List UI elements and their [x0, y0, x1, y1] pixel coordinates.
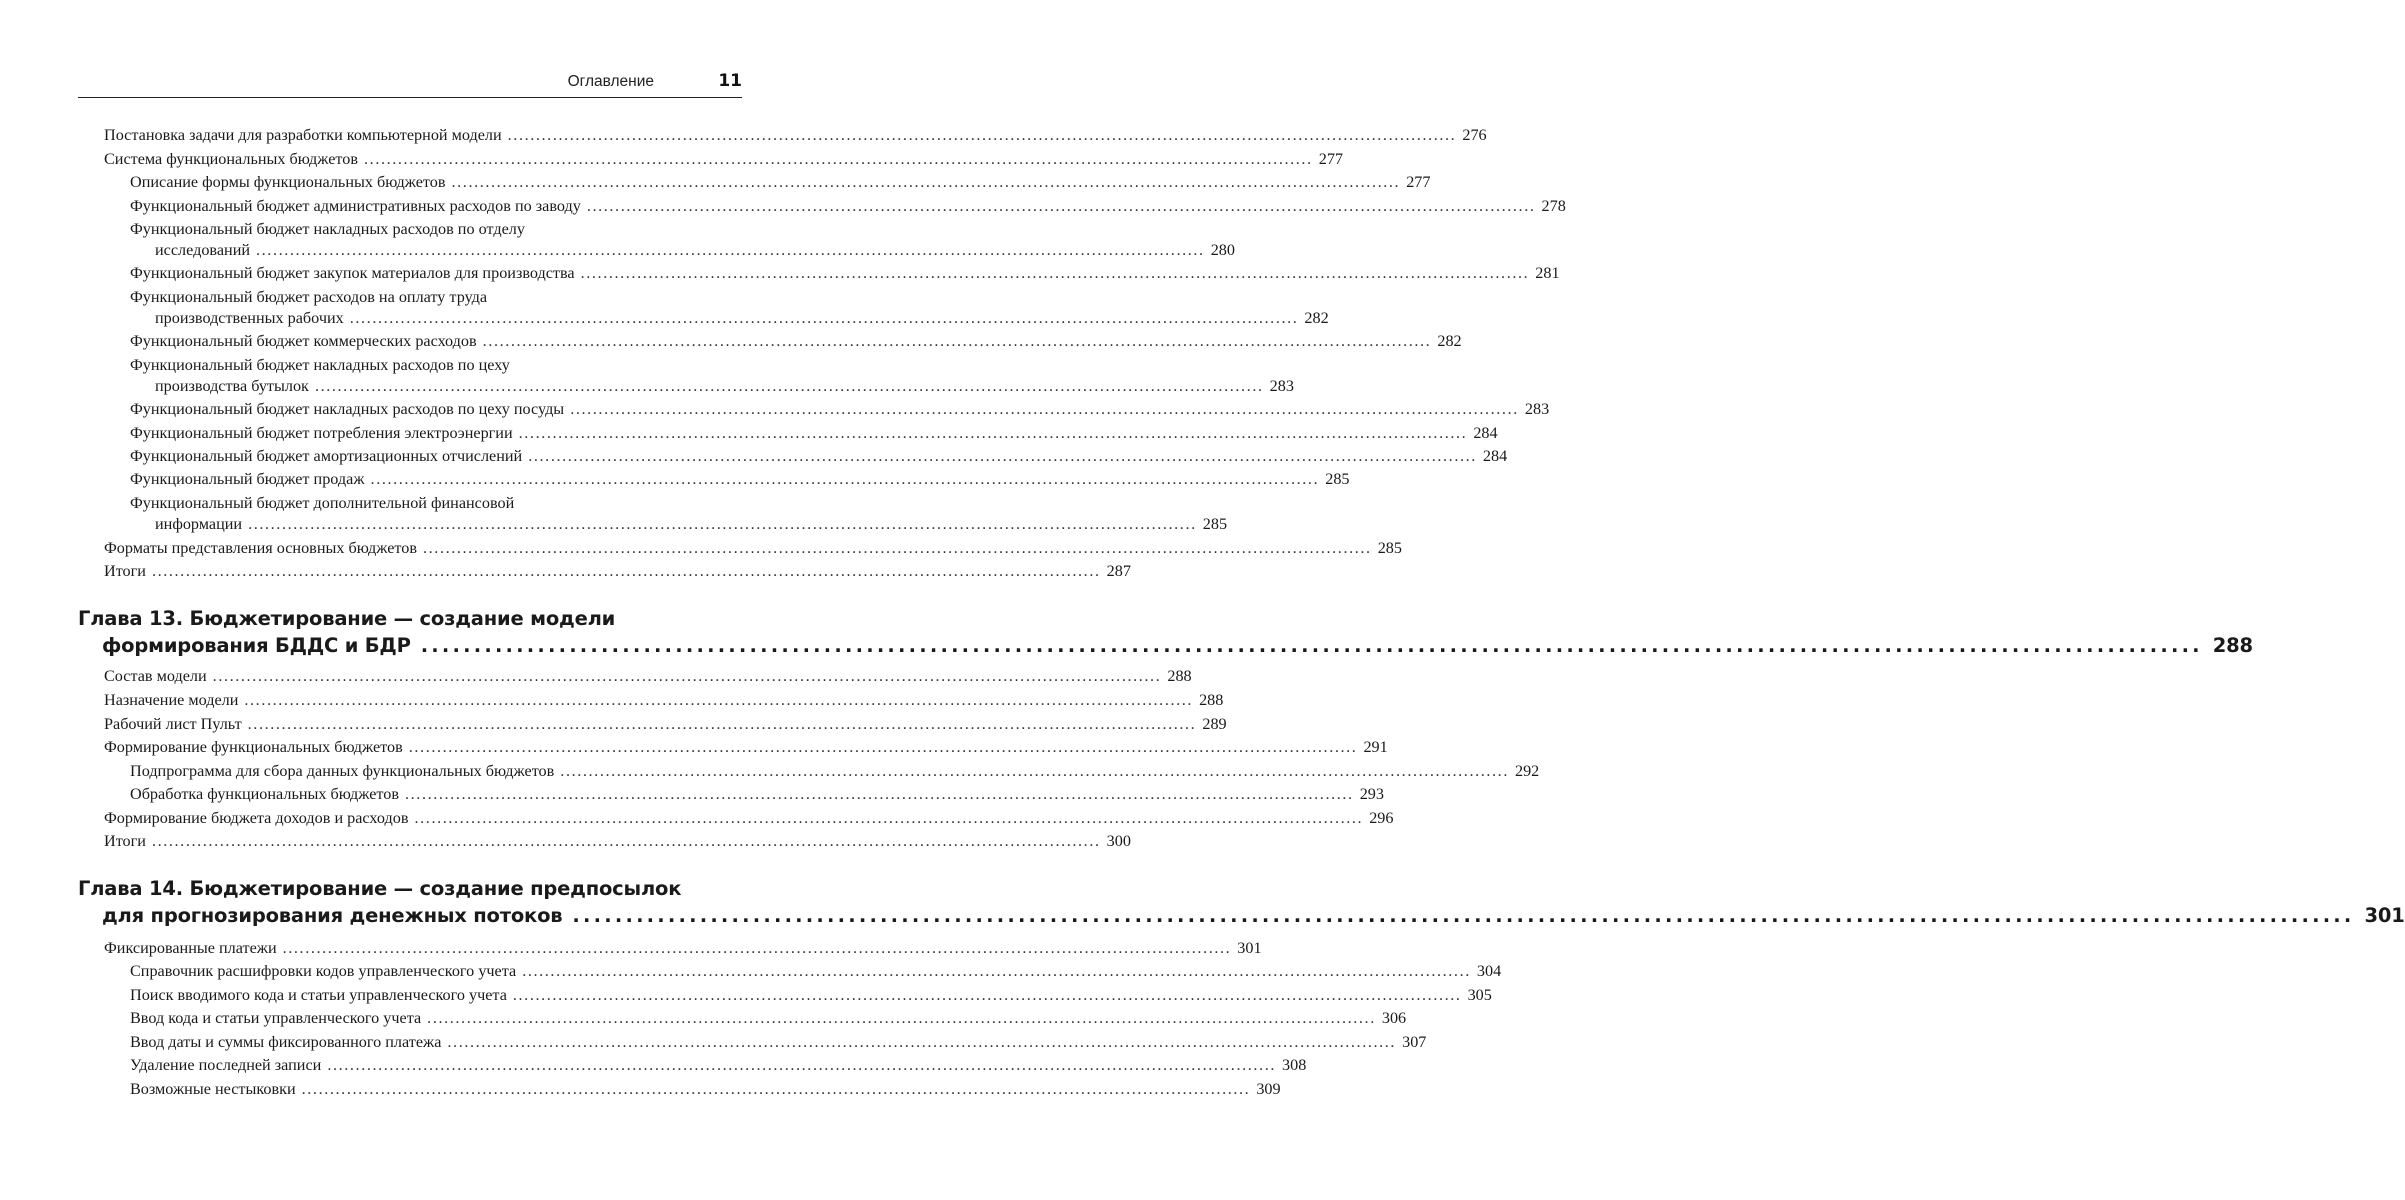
toc-entry-page: 276 — [1462, 126, 1487, 144]
toc-entry-title: Функциональный бюджет административных расходов по заводу — [130, 197, 581, 215]
toc-subentry[interactable] — [130, 172, 1431, 192]
toc-leader-dots: ........................................................................................................................................................................ — [518, 424, 1468, 442]
toc-subentry-line1[interactable]: Функциональный бюджет дополнительной финансовой — [130, 494, 515, 512]
toc-leader-dots: ........................................................................................................................................................................ — [570, 400, 1519, 418]
toc-leader-dots: ........................................................................................................................................................................ — [586, 197, 1536, 215]
toc-leader-dots: ........................................................................................................................................................................ — [580, 264, 1530, 282]
toc-entry-page: 293 — [1359, 785, 1384, 803]
toc-subentry-line1[interactable]: Функциональный бюджет накладных расходов по цеху — [130, 356, 510, 374]
toc-entry[interactable] — [104, 149, 1343, 169]
toc-leader-dots: ........................................................................................................................................................................ — [151, 832, 1101, 850]
toc-entry-page: 281 — [1535, 264, 1560, 282]
toc-entry-title: Возможные нестыковки — [130, 1080, 296, 1098]
toc-leader-dots: ........................................................................................................................................................................ — [414, 809, 1364, 827]
toc-leader-dots: ........................................................................................................................................................................ — [256, 241, 1205, 259]
toc-entry[interactable] — [104, 808, 1394, 828]
toc-entry-title: Состав модели — [104, 667, 207, 685]
toc-leader-dots: ........................................................................................................................................................................ — [151, 562, 1101, 580]
toc-entry[interactable] — [104, 125, 1487, 145]
toc-entry-title: Функциональный бюджет накладных расходов по цеху посуды — [130, 400, 565, 418]
header-title: Оглавление — [567, 73, 654, 90]
toc-entry-page: 304 — [1476, 962, 1502, 980]
toc-entry-title: Формирование функциональных бюджетов — [104, 738, 403, 756]
toc-subentry[interactable] — [130, 761, 1540, 781]
toc-leader-dots: ........................................................................................................................................................................ — [314, 377, 1264, 395]
toc-entry-page: 280 — [1210, 241, 1235, 259]
toc-leader-dots: ........................................................................................................................................................................ — [482, 332, 1432, 350]
toc-entry-page: 282 — [1304, 309, 1329, 327]
toc-subentry-continuation[interactable] — [155, 514, 1228, 534]
toc-leader-dots: ........................................................................................................................................................................ — [364, 150, 1313, 168]
toc-entry-title: Форматы представления основных бюджетов — [104, 539, 417, 557]
toc-entry-page: 289 — [1202, 715, 1227, 733]
toc-entry-page: 284 — [1473, 424, 1498, 442]
header-page-number: 11 — [718, 71, 742, 91]
toc-entry[interactable] — [104, 538, 1402, 558]
chapter-14-heading[interactable]: Глава 14. Бюджетирование — создание предпосылок — [78, 877, 682, 900]
toc-entry-title: Итоги — [104, 562, 146, 580]
toc-leader-dots: ........................................................................................................................................................................ — [451, 173, 1401, 191]
toc-subentry[interactable] — [130, 1055, 1307, 1075]
toc-subentry-continuation[interactable] — [155, 240, 1235, 260]
chapter-title-continuation: формирования БДДС и БДР — [102, 634, 411, 657]
toc-entry-page: 301 — [1237, 939, 1262, 957]
toc-leader-dots: ........................................................................................................................................................................ — [522, 962, 1471, 980]
toc-entry-page: 296 — [1369, 809, 1394, 827]
toc-entry[interactable] — [104, 737, 1388, 757]
toc-subentry[interactable] — [130, 446, 1508, 466]
toc-subentry[interactable] — [130, 1032, 1427, 1052]
toc-subentry[interactable] — [130, 331, 1462, 351]
toc-subentry[interactable] — [130, 423, 1498, 443]
toc-entry-title: Функциональный бюджет коммерческих расходов — [130, 332, 477, 350]
toc-entry-page: 300 — [1106, 832, 1131, 850]
toc-entry-page: 291 — [1363, 738, 1388, 756]
toc-entry-title: Функциональный бюджет закупок материалов для производства — [130, 264, 575, 282]
toc-subentry-line1[interactable]: Функциональный бюджет накладных расходов по отделу — [130, 220, 525, 238]
toc-entry-page: 292 — [1514, 762, 1540, 780]
chapter-page: 301 — [2364, 904, 2405, 927]
toc-entry-title: исследований — [155, 241, 251, 259]
toc-leader-dots: ........................................................................................................................................................................ — [301, 1080, 1251, 1098]
toc-subentry[interactable] — [130, 263, 1560, 283]
toc-subentry[interactable] — [130, 985, 1492, 1005]
chapter-leader-dots: ........................................................................................................................................................................ — [420, 634, 2203, 657]
toc-entry-page: 287 — [1106, 562, 1131, 580]
toc-entry[interactable] — [104, 714, 1227, 734]
toc-entry[interactable] — [104, 938, 1262, 958]
toc-entry-page: 288 — [1199, 691, 1224, 709]
toc-entry-title: Функциональный бюджет амортизационных отчислений — [130, 447, 523, 465]
toc-entry-page: 285 — [1325, 470, 1350, 488]
toc-subentry[interactable] — [130, 1008, 1407, 1028]
toc-subentry[interactable] — [130, 399, 1550, 419]
toc-entry[interactable] — [104, 690, 1224, 710]
toc-leader-dots: ........................................................................................................................................................................ — [282, 939, 1232, 957]
toc-subentry-continuation[interactable] — [155, 376, 1294, 396]
toc-entry-page: 307 — [1402, 1033, 1427, 1051]
toc-entry-title: Постановка задачи для разработки компьютерной модели — [104, 126, 502, 144]
toc-subentry-line1[interactable]: Функциональный бюджет расходов на оплату труда — [130, 288, 488, 306]
toc-entry-title: Итоги — [104, 832, 146, 850]
toc-leader-dots: ........................................................................................................................................................................ — [427, 1009, 1376, 1027]
toc-entry-title: Рабочий лист Пульт — [104, 715, 242, 733]
chapter-leader-dots: ........................................................................................................................................................................ — [572, 904, 2355, 927]
toc-subentry-continuation[interactable] — [155, 308, 1329, 328]
toc-entry-page: 277 — [1318, 150, 1343, 168]
chapter-13-heading[interactable]: Глава 13. Бюджетирование — создание модели — [78, 607, 616, 630]
toc-subentry[interactable] — [130, 961, 1502, 981]
toc-entry-page: 282 — [1437, 332, 1462, 350]
toc-entry-page: 288 — [1167, 667, 1192, 685]
toc-entry-page: 305 — [1467, 986, 1492, 1004]
toc-entry-title: Функциональный бюджет потребления электроэнергии — [130, 424, 513, 442]
toc-entry-title: Функциональный бюджет продаж — [130, 470, 365, 488]
toc-subentry[interactable] — [130, 1079, 1281, 1099]
toc-entry-title: Формирование бюджета доходов и расходов — [104, 809, 409, 827]
toc-entry-page: 284 — [1482, 447, 1508, 465]
toc-entry-page: 309 — [1256, 1080, 1281, 1098]
toc-leader-dots: ........................................................................................................................................................................ — [408, 738, 1358, 756]
toc-subentry[interactable] — [130, 469, 1350, 489]
toc-entry-page: 278 — [1541, 197, 1566, 215]
chapter-title-continuation: для прогнозирования денежных потоков — [102, 904, 563, 927]
toc-entry-title: Описание формы функциональных бюджетов — [130, 173, 446, 191]
toc-entry-title: Поиск вводимого кода и статьи управленческого учета — [130, 986, 507, 1004]
toc-entry[interactable] — [104, 666, 1192, 686]
chapter-13-heading-line2[interactable] — [102, 633, 2253, 659]
toc-entry-title: Обработка функциональных бюджетов — [130, 785, 399, 803]
toc-leader-dots: ........................................................................................................................................................................ — [507, 126, 1457, 144]
toc-entry-title: Система функциональных бюджетов — [104, 150, 359, 168]
toc-leader-dots: ........................................................................................................................................................................ — [560, 762, 1509, 780]
toc-entry-title: Назначение модели — [104, 691, 239, 709]
toc-entry-page: 285 — [1202, 515, 1228, 533]
toc-entry-page: 283 — [1524, 400, 1550, 418]
toc-leader-dots: ........................................................................................................................................................................ — [423, 539, 1372, 557]
toc-entry-title: Удаление последней записи — [130, 1056, 322, 1074]
toc-subentry[interactable] — [130, 196, 1566, 216]
toc-leader-dots: ........................................................................................................................................................................ — [447, 1033, 1397, 1051]
toc-leader-dots: ........................................................................................................................................................................ — [247, 715, 1197, 733]
chapter-14-heading-line2[interactable] — [102, 903, 2405, 929]
toc-entry-page: 306 — [1381, 1009, 1407, 1027]
toc-leader-dots: ........................................................................................................................................................................ — [248, 515, 1197, 533]
toc-entry-title: информации — [155, 515, 243, 533]
toc-entry[interactable] — [104, 831, 1131, 851]
toc-entry-title: Ввод кода и статьи управленческого учета — [130, 1009, 422, 1027]
toc-leader-dots: ........................................................................................................................................................................ — [327, 1056, 1276, 1074]
toc-entry-title: Фиксированные платежи — [104, 939, 277, 957]
toc-entry-page: 285 — [1377, 539, 1402, 557]
toc-leader-dots: ........................................................................................................................................................................ — [370, 470, 1320, 488]
toc-subentry[interactable] — [130, 784, 1384, 804]
toc-entry-title: Справочник расшифровки кодов управленческого учета — [130, 962, 517, 980]
toc-entry-page: 308 — [1282, 1056, 1307, 1074]
toc-entry-title: производственных рабочих — [155, 309, 344, 327]
toc-leader-dots: ........................................................................................................................................................................ — [244, 691, 1194, 709]
toc-leader-dots: ........................................................................................................................................................................ — [405, 785, 1354, 803]
toc-leader-dots: ........................................................................................................................................................................ — [512, 986, 1462, 1004]
toc-leader-dots: ........................................................................................................................................................................ — [349, 309, 1299, 327]
toc-entry-title: производства бутылок — [155, 377, 309, 395]
toc-entry-page: 283 — [1269, 377, 1294, 395]
running-header — [78, 70, 742, 98]
toc-entry-page: 277 — [1406, 173, 1431, 191]
toc-leader-dots: ........................................................................................................................................................................ — [212, 667, 1162, 685]
toc-entry-title: Подпрограмма для сбора данных функциональных бюджетов — [130, 762, 555, 780]
chapter-page: 288 — [2212, 634, 2253, 657]
toc-entry[interactable] — [104, 561, 1131, 581]
toc-leader-dots: ........................................................................................................................................................................ — [528, 447, 1477, 465]
toc-entry-title: Ввод даты и суммы фиксированного платежа — [130, 1033, 442, 1051]
